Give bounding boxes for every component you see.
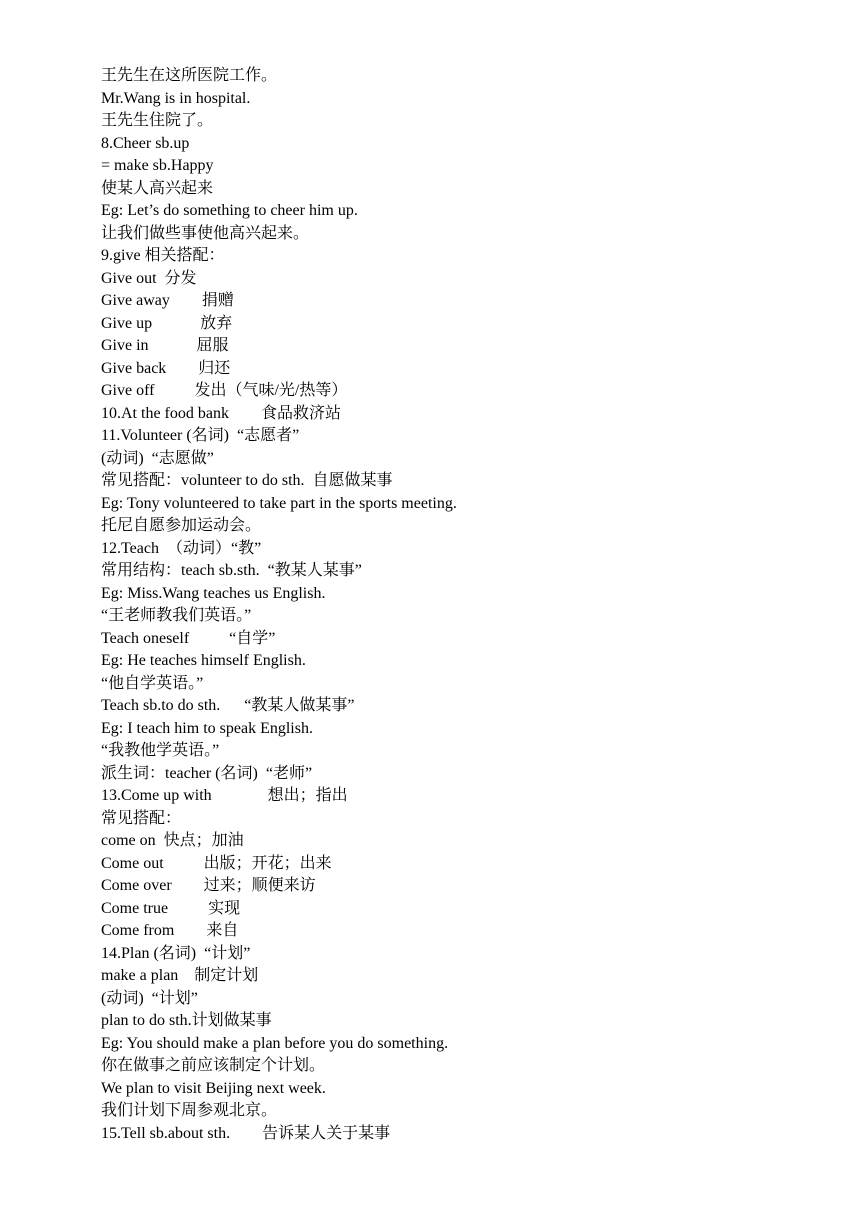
phrase-line: Give off 发出（气味/光/热等） — [101, 382, 348, 399]
example-line: Eg: I teach him to speak English. — [101, 719, 313, 737]
phrase-line: Teach sb.to do sth. “教某人做某事” — [101, 697, 355, 714]
text-line: 我们计划下周参观北京。 — [101, 1102, 278, 1119]
phrase-line: Come over 过来；顺便来访 — [101, 877, 316, 894]
phrase-line: plan to do sth.计划做某事 — [101, 1012, 272, 1029]
phrase-line: Come true 实现 — [101, 899, 241, 917]
text-line: “我教他学英语。” — [101, 742, 220, 759]
text-line: “他自学英语。” — [101, 674, 204, 692]
phrase-line: make a plan 制定计划 — [101, 967, 259, 984]
text-line: 使某人高兴起来 — [101, 179, 214, 197]
phrase-line: come on 快点；加油 — [101, 832, 244, 849]
text-line: 让我们做些事使他高兴起来。 — [101, 224, 310, 242]
section-heading: 11.Volunteer (名词) “志愿者” — [101, 427, 300, 444]
section-heading: 9.give 相关搭配： — [101, 247, 225, 264]
phrase-line: Give in 屈服 — [101, 337, 229, 354]
text-line: 常见搭配：volunteer to do sth. 自愿做某事 — [101, 472, 393, 489]
phrase-line: Give out 分发 — [101, 269, 197, 287]
section-heading: 15.Tell sb.about sth. 告诉某人关于某事 — [101, 1124, 391, 1142]
phrase-line: Come out 出版；开花；出来 — [101, 854, 332, 872]
section-heading: 13.Come up with 想出；指出 — [101, 787, 348, 804]
phrase-line: Give back 归还 — [101, 359, 231, 377]
example-line: Eg: Let’s do something to cheer him up. — [101, 202, 358, 219]
section-heading: 12.Teach （动词）“教” — [101, 539, 262, 557]
section-heading: 14.Plan (名词) “计划” — [101, 944, 251, 962]
text-line: “王老师教我们英语。” — [101, 607, 252, 624]
text-line: (动词) “计划” — [101, 989, 198, 1007]
text-line: (动词) “志愿做” — [101, 449, 214, 467]
text-line: 王先生在这所医院工作。 — [101, 67, 278, 84]
text-line: We plan to visit Beijing next week. — [101, 1079, 326, 1097]
text-line: = make sb.Happy — [101, 157, 214, 174]
text-line: Mr.Wang is in hospital. — [101, 89, 251, 107]
example-line: Eg: Miss.Wang teaches us English. — [101, 584, 326, 602]
example-line: Eg: You should make a plan before you do something. — [101, 1034, 449, 1052]
phrase-line: Give away 捐赠 — [101, 292, 234, 309]
text-line: 常用结构：teach sb.sth. “教某人某事” — [101, 562, 362, 579]
document-body — [101, 65, 457, 1145]
text-line: 王先生住院了。 — [101, 112, 214, 129]
phrase-line: Give up 放弃 — [101, 314, 233, 332]
example-line: Eg: Tony volunteered to take part in the sports meeting. — [101, 494, 457, 512]
section-heading: 10.At the food bank 食品救济站 — [101, 404, 341, 422]
example-line: Eg: He teaches himself English. — [101, 652, 306, 669]
text-line: 常见搭配： — [101, 809, 182, 827]
section-heading: 8.Cheer sb.up — [101, 134, 190, 152]
text-line: 你在做事之前应该制定个计划。 — [101, 1057, 326, 1074]
phrase-line: Come from 来自 — [101, 922, 239, 939]
phrase-line: Teach oneself “自学” — [101, 629, 276, 647]
text-line: 派生词：teacher (名词) “老师” — [101, 764, 313, 782]
text-line: 托尼自愿参加运动会。 — [101, 517, 262, 534]
